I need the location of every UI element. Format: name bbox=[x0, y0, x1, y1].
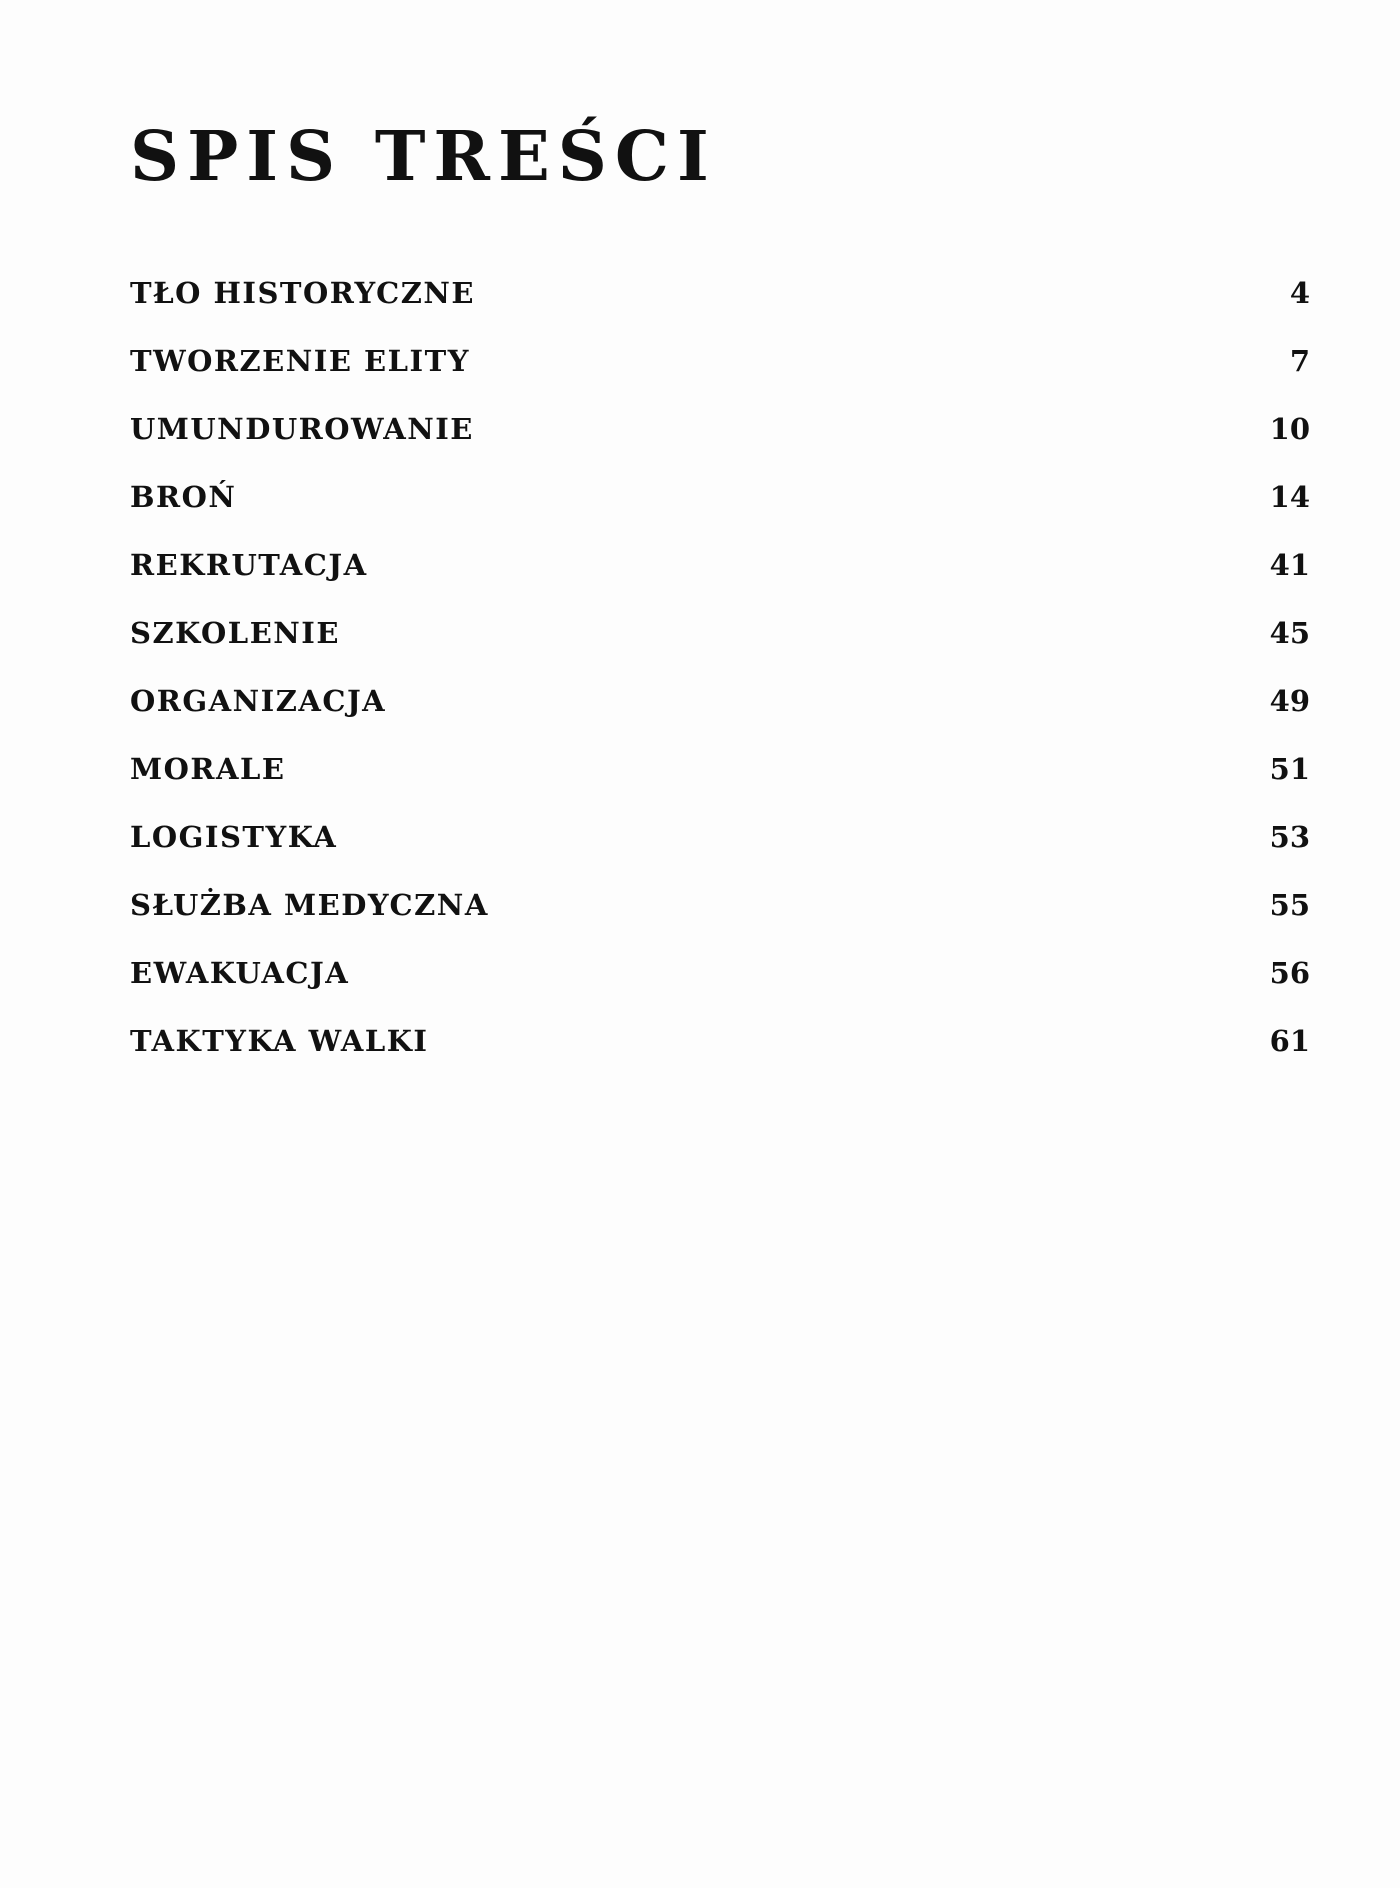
toc-entry bbox=[130, 744, 1310, 812]
toc-entry-page: 4 bbox=[1289, 276, 1310, 310]
toc-entry-page: 61 bbox=[1269, 1024, 1310, 1058]
toc-entry bbox=[130, 1016, 1310, 1084]
toc-entry-page: 14 bbox=[1269, 480, 1310, 514]
toc-entry-title: SZKOLENIE bbox=[130, 616, 340, 650]
toc-entry-page: 49 bbox=[1269, 684, 1310, 718]
toc-entry-page: 56 bbox=[1269, 956, 1310, 990]
toc-entry-title: REKRUTACJA bbox=[130, 548, 368, 582]
toc-entry-title: BROŃ bbox=[130, 480, 237, 514]
toc-entry bbox=[130, 336, 1310, 404]
toc-entry-page: 45 bbox=[1269, 616, 1310, 650]
toc-entry-title: MORALE bbox=[130, 752, 286, 786]
toc-entry-page: 41 bbox=[1269, 548, 1310, 582]
toc-entry bbox=[130, 404, 1310, 472]
toc-entry-title: ORGANIZACJA bbox=[130, 684, 387, 718]
toc-entry-page: 51 bbox=[1269, 752, 1310, 786]
toc-entry bbox=[130, 608, 1310, 676]
toc-entry bbox=[130, 948, 1310, 1016]
page-title: SPIS TREŚCI bbox=[130, 117, 717, 197]
toc-entry-title: SŁUŻBA MEDYCZNA bbox=[130, 888, 489, 922]
toc-entry bbox=[130, 472, 1310, 540]
toc-entry bbox=[130, 540, 1310, 608]
toc-entry bbox=[130, 676, 1310, 744]
toc-entry-title: EWAKUACJA bbox=[130, 956, 350, 990]
toc-entry-page: 55 bbox=[1269, 888, 1310, 922]
toc-entry-page: 7 bbox=[1289, 344, 1310, 378]
toc-entry-page: 10 bbox=[1269, 412, 1310, 446]
toc-entry-title: UMUNDUROWANIE bbox=[130, 412, 474, 446]
table-of-contents bbox=[130, 268, 1310, 1084]
toc-entry-title: TAKTYKA WALKI bbox=[130, 1024, 429, 1058]
toc-entry-title: TŁO HISTORYCZNE bbox=[130, 276, 476, 310]
toc-entry-page: 53 bbox=[1269, 820, 1310, 854]
toc-entry bbox=[130, 880, 1310, 948]
toc-entry-title: TWORZENIE ELITY bbox=[130, 344, 470, 378]
toc-entry bbox=[130, 268, 1310, 336]
toc-entry-title: LOGISTYKA bbox=[130, 820, 338, 854]
toc-entry bbox=[130, 812, 1310, 880]
